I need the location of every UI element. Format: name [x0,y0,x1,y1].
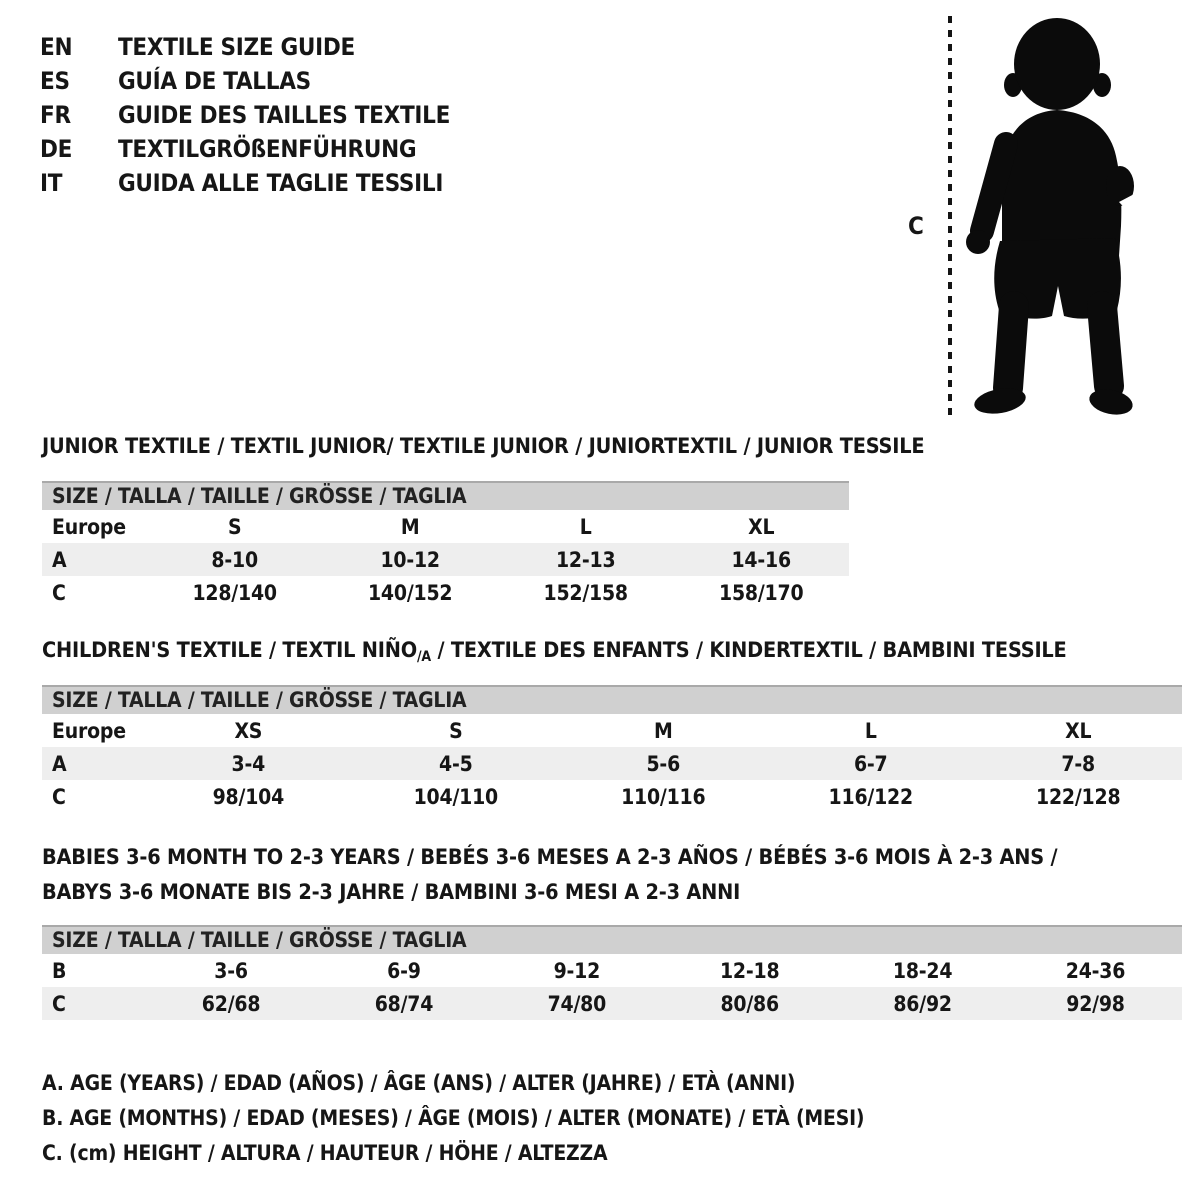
legend-line-a: A. AGE (YEARS) / EDAD (AÑOS) / ÂGE (ANS) / ALTER (JAHRE) / ETÀ (ANNI) [42,1071,796,1095]
age-months-cell: 6-9 [387,958,421,983]
height-cell: 128/140 [192,580,277,605]
children-title-part1: CHILDREN'S TEXTILE / TEXTIL NIÑO [42,638,418,663]
size-table-header: SIZE / TALLA / TAILLE / GRÖSSE / TAGLIA [42,685,1182,714]
age-cell: 14-16 [731,547,791,572]
language-row [40,132,450,166]
age-cell: 4-5 [439,751,473,776]
age-months-cell: 12-18 [719,958,780,983]
size-cell: XL [1065,718,1092,743]
row-label: C [52,784,66,809]
height-cell: 152/158 [543,580,628,605]
row-label: C [52,991,66,1016]
language-code: DE [40,135,73,163]
size-cell: S [227,514,242,539]
row-label: A [52,751,67,776]
height-cell: 86/92 [893,991,952,1016]
height-cell: 122/128 [1036,784,1121,809]
children-section-title [42,638,1067,665]
age-cell: 5-6 [646,751,681,776]
table-row [42,576,849,609]
size-guide-title: TEXTILGRÖßENFÜHRUNG [118,135,417,163]
height-cell: 104/110 [413,784,498,809]
age-cell: 12-13 [555,547,616,572]
size-guide-title: GUÍA DE TALLAS [118,67,311,95]
language-code: FR [40,101,71,129]
table-row [42,714,1182,747]
language-code: ES [40,67,70,95]
row-label: B [52,958,67,983]
language-code: EN [40,33,73,61]
height-dashed-line [948,16,952,416]
leg-right [1102,306,1109,386]
height-measure-label: C [908,212,924,240]
babies-section-title-line1: BABIES 3-6 MONTH TO 2-3 YEARS / BEBÉS 3-6 MESES A 2-3 AÑOS / BÉBÉS 3-6 MOIS À 2-3 ANS / [42,845,1058,870]
size-guide-title: GUIDA ALLE TAGLIE TESSILI [118,169,444,197]
row-label: C [52,580,66,605]
fist-left [966,230,990,254]
height-cell: 140/152 [367,580,453,605]
language-row [40,64,450,98]
row-label: Europe [52,514,126,539]
babies-size-table [42,925,1182,1020]
age-cell: 3-4 [231,751,266,776]
age-cell: 6-7 [853,751,888,776]
height-cell: 110/116 [621,784,706,809]
age-cell: 10-12 [380,547,440,572]
age-months-cell: 24-36 [1065,958,1126,983]
height-cell: 116/122 [828,784,913,809]
age-months-cell: 3-6 [214,958,248,983]
legend-line-b: B. AGE (MONTHS) / EDAD (MESES) / ÂGE (MOIS) / ALTER (MONATE) / ETÀ (MESI) [42,1106,865,1130]
language-row [40,30,450,64]
head [1014,18,1100,110]
height-cell: 62/68 [201,991,261,1016]
leg-left [1008,306,1014,388]
children-title-subscript: /A [417,649,431,665]
table-row [42,780,1182,813]
age-cell: 8-10 [211,547,258,572]
table-row [42,543,849,576]
language-code: IT [40,169,63,197]
age-months-cell: 18-24 [892,958,953,983]
height-cell: 92/98 [1066,991,1125,1016]
table-row [42,954,1182,987]
size-cell: S [449,718,463,743]
foot-right [1087,386,1135,419]
size-guide-title: GUIDE DES TAILLES TEXTILE [118,101,451,129]
age-cell: 7-8 [1061,751,1095,776]
language-row [40,98,450,132]
table-row [42,747,1182,780]
children-size-table [42,685,1182,813]
height-cell: 68/74 [374,991,434,1016]
legend-line-c: C. (cm) HEIGHT / ALTURA / HAUTEUR / HÖHE / ALTEZZA [42,1141,608,1165]
table-row [42,510,849,543]
size-cell: M [400,514,420,539]
language-row [40,166,450,200]
size-table-header: SIZE / TALLA / TAILLE / GRÖSSE / TAGLIA [42,481,849,510]
babies-section-title-line2: BABYS 3-6 MONATE BIS 2-3 JAHRE / BAMBINI 3-6 MESI A 2-3 ANNI [42,880,741,905]
size-cell: XS [234,718,263,743]
size-guide-title: TEXTILE SIZE GUIDE [118,33,355,61]
torso [1002,110,1121,256]
size-cell: L [579,514,592,539]
age-months-cell: 9-12 [553,958,601,983]
junior-size-table [42,481,849,609]
toddler-silhouette-image [962,16,1140,420]
legend [42,1066,864,1171]
language-title-list [40,30,450,200]
size-cell: XL [748,514,775,539]
height-cell: 158/170 [719,580,804,605]
row-label: Europe [52,718,126,743]
height-cell: 98/104 [212,784,285,809]
junior-section-title: JUNIOR TEXTILE / TEXTIL JUNIOR/ TEXTILE JUNIOR / JUNIORTEXTIL / JUNIOR TESSILE [42,434,925,459]
size-table-header: SIZE / TALLA / TAILLE / GRÖSSE / TAGLIA [42,925,1182,954]
table-row [42,987,1182,1020]
size-cell: L [864,718,877,743]
size-cell: M [653,718,673,743]
row-label: A [52,547,67,572]
height-cell: 80/86 [720,991,779,1016]
children-title-part2: / TEXTILE DES ENFANTS / KINDERTEXTIL / BAMBINI TESSILE [430,638,1067,663]
height-cell: 74/80 [547,991,607,1016]
